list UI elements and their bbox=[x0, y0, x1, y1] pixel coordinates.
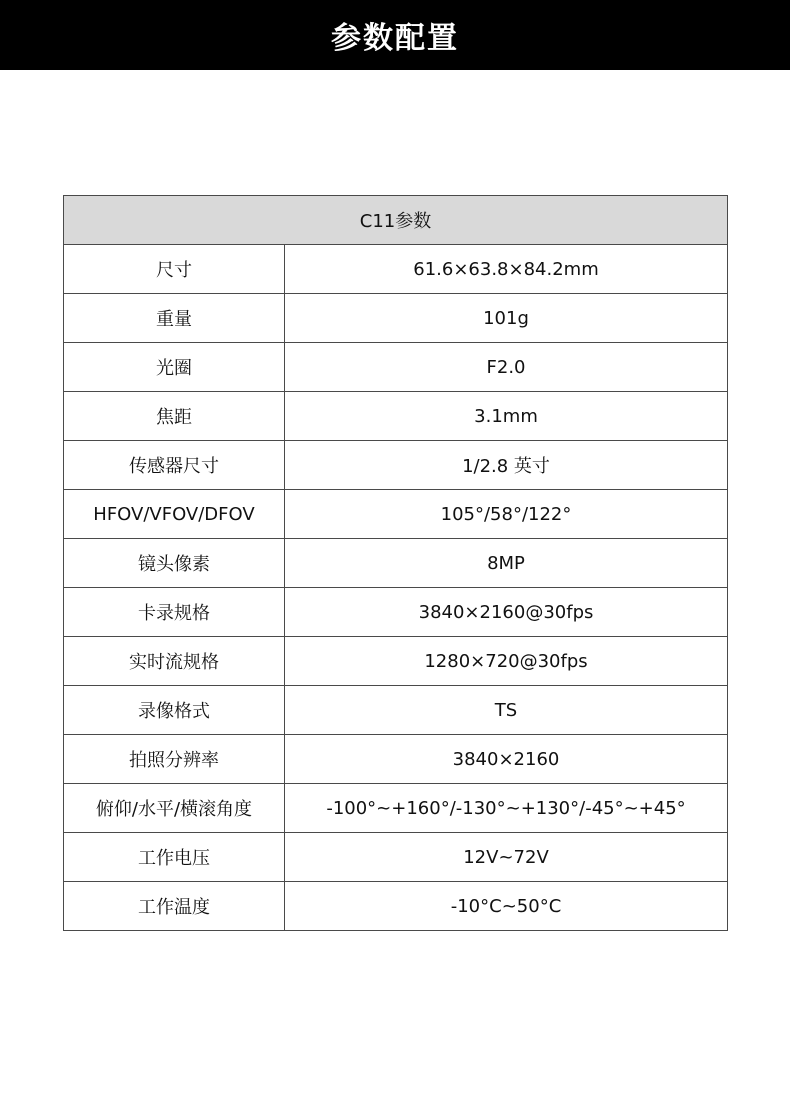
row-label: 尺寸 bbox=[64, 245, 285, 294]
table-row bbox=[64, 441, 728, 490]
table-caption-row bbox=[64, 196, 728, 245]
row-value: 8MP bbox=[285, 539, 728, 588]
table-row bbox=[64, 245, 728, 294]
row-label: 录像格式 bbox=[64, 686, 285, 735]
table-caption: C11参数 bbox=[64, 196, 728, 245]
row-value: 3840×2160 bbox=[285, 735, 728, 784]
row-label: 光圈 bbox=[64, 343, 285, 392]
row-label: 焦距 bbox=[64, 392, 285, 441]
table-row bbox=[64, 637, 728, 686]
spec-table bbox=[63, 195, 728, 931]
row-label: 拍照分辨率 bbox=[64, 735, 285, 784]
table-row bbox=[64, 686, 728, 735]
row-value: -10°C~50°C bbox=[285, 882, 728, 931]
table-row bbox=[64, 735, 728, 784]
row-label: 传感器尺寸 bbox=[64, 441, 285, 490]
row-value: 61.6×63.8×84.2mm bbox=[285, 245, 728, 294]
row-value: 1/2.8 英寸 bbox=[285, 441, 728, 490]
row-label: 卡录规格 bbox=[64, 588, 285, 637]
row-value: 3.1mm bbox=[285, 392, 728, 441]
row-value: 1280×720@30fps bbox=[285, 637, 728, 686]
table-row bbox=[64, 539, 728, 588]
row-value: 3840×2160@30fps bbox=[285, 588, 728, 637]
header-bar bbox=[0, 0, 790, 70]
table-row bbox=[64, 588, 728, 637]
table-row bbox=[64, 784, 728, 833]
row-label: HFOV/VFOV/DFOV bbox=[64, 490, 285, 539]
row-label: 镜头像素 bbox=[64, 539, 285, 588]
row-value: -100°~+160°/-130°~+130°/-45°~+45° bbox=[285, 784, 728, 833]
row-value: 101g bbox=[285, 294, 728, 343]
row-value: 12V~72V bbox=[285, 833, 728, 882]
row-label: 实时流规格 bbox=[64, 637, 285, 686]
row-value: TS bbox=[285, 686, 728, 735]
page-title: 参数配置 bbox=[331, 21, 459, 56]
table-row bbox=[64, 294, 728, 343]
table-row bbox=[64, 882, 728, 931]
row-label: 重量 bbox=[64, 294, 285, 343]
table-row bbox=[64, 392, 728, 441]
row-label: 工作温度 bbox=[64, 882, 285, 931]
table-row bbox=[64, 343, 728, 392]
table-row bbox=[64, 490, 728, 539]
table-row bbox=[64, 833, 728, 882]
row-value: 105°/58°/122° bbox=[285, 490, 728, 539]
row-value: F2.0 bbox=[285, 343, 728, 392]
row-label: 俯仰/水平/横滚角度 bbox=[64, 784, 285, 833]
row-label: 工作电压 bbox=[64, 833, 285, 882]
